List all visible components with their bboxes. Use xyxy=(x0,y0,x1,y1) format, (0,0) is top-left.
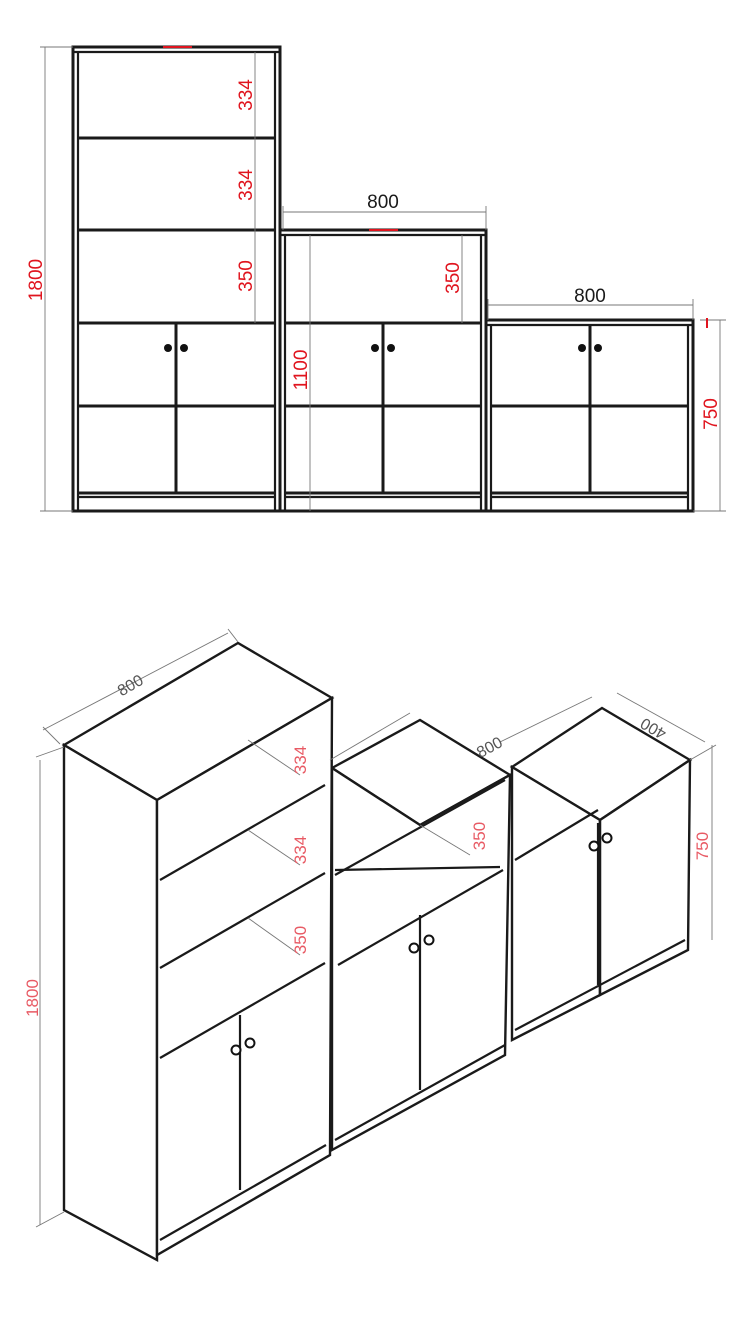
door-knob xyxy=(371,344,379,352)
dim-label-mid-width: 800 xyxy=(367,192,399,213)
door-knob xyxy=(590,842,599,851)
iso-dim-label-tall-width: 800 xyxy=(114,672,147,701)
dim-label-shelf-3: 350 xyxy=(236,260,257,292)
dim-label-mid-shelf: 350 xyxy=(443,262,464,294)
door-knob xyxy=(578,344,586,352)
door-knob xyxy=(603,834,612,843)
iso-dim-label-tall-height: 1800 xyxy=(23,979,42,1017)
dim-label-total-height: 1800 xyxy=(26,258,47,302)
door-knob xyxy=(594,344,602,352)
dim-label-shelf-1: 334 xyxy=(236,79,257,111)
door-knob xyxy=(232,1046,241,1055)
door-knob xyxy=(425,936,434,945)
isometric-view xyxy=(23,629,716,1260)
low-cabinet-front xyxy=(486,320,693,511)
front-view xyxy=(26,47,726,511)
dim-label-low-height: 750 xyxy=(701,398,722,430)
door-knob xyxy=(410,944,419,953)
dim-label-low-width: 800 xyxy=(574,286,606,307)
mid-cabinet-iso xyxy=(332,720,510,1150)
iso-dim-label-shelf-1: 334 xyxy=(291,745,310,775)
door-knob xyxy=(180,344,188,352)
low-cabinet-iso xyxy=(512,708,690,1040)
iso-dim-label-mid-shelf: 350 xyxy=(470,821,489,851)
door-knob xyxy=(164,344,172,352)
iso-dim-label-shelf-3: 350 xyxy=(291,925,310,955)
iso-dim-label-low-depth: 400 xyxy=(637,713,670,742)
iso-dim-label-shelf-2: 334 xyxy=(291,835,310,865)
door-knob xyxy=(246,1039,255,1048)
door-knob xyxy=(387,344,395,352)
iso-dim-label-mid-width: 800 xyxy=(474,734,506,762)
iso-dim-label-low-height: 750 xyxy=(693,831,712,861)
tall-cabinet-side xyxy=(64,745,157,1260)
dim-label-mid-height: 1100 xyxy=(291,349,312,391)
dim-label-shelf-2: 334 xyxy=(236,169,257,201)
